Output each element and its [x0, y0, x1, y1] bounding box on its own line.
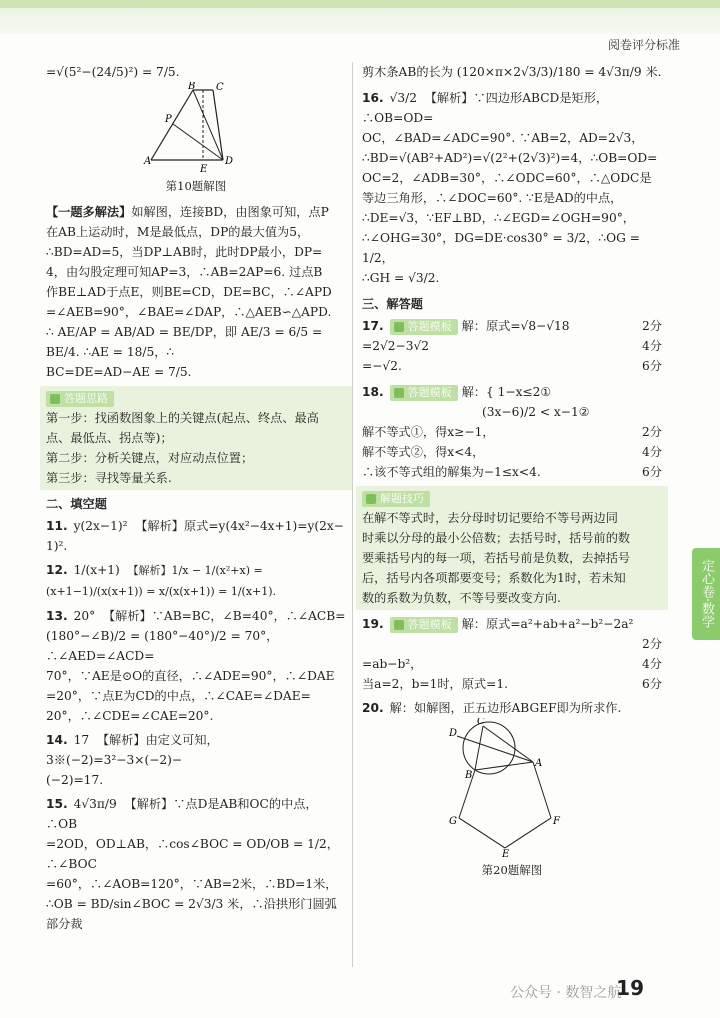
- multi-solution-line-4: 4，由勾股定理可知AP=3，∴AB=2AP=6. 过点B: [46, 265, 323, 279]
- answer-tips-box: [40, 386, 352, 490]
- svg-text:E: E: [200, 164, 208, 174]
- q18-score-2: 4分: [642, 445, 662, 459]
- q18-solve-1: 解不等式①，得x≥−1，: [362, 425, 495, 439]
- svg-text:A: A: [535, 758, 543, 769]
- skill-line-1: 在解不等式时，去分母时切记要给不等号两边同: [362, 511, 618, 525]
- fig20-caption: 第20题解图: [481, 863, 543, 877]
- q13-analysis: 【解析】∵AB=BC，∠B=40°，∴∠ACB=: [102, 609, 346, 623]
- q14-analysis: 【解析】由定义可知，3※(−2)=3²−3×(−2)−: [46, 733, 219, 767]
- q17-step-2: =2√2−3√2: [362, 339, 429, 353]
- subject-side-tab: 定心卷·数学: [692, 548, 720, 640]
- fig10-svg: [141, 82, 251, 174]
- svg-text:C: C: [216, 82, 224, 93]
- tips-line-3: 第二步：分析关键点，对应动点位置；: [46, 451, 254, 465]
- q19-score-1: 2分: [642, 637, 662, 651]
- q16-line-6: ∴DE=√3，∵EF⊥BD，∴∠EGD=∠OGH=90°，: [362, 211, 635, 225]
- q13-number: 13.: [46, 609, 68, 623]
- fig20-diagram: [447, 718, 577, 858]
- multi-solution-line-7: ∴ AE/AP = AB/AD = BE/DP，即 AE/3 = 6/5 = BE/4. ∴AE = 18/5，∴: [46, 325, 323, 359]
- q17-score-3: 6分: [642, 359, 662, 373]
- q11-number: 11.: [46, 519, 68, 533]
- multi-solution-line-5: 作BE⊥AD于点E，则BE=CD，DE=BC，∴∠APD: [46, 285, 332, 299]
- q19-score-2: 4分: [642, 657, 662, 671]
- q15-analysis: 【解析】∵点D是AB和OC的中点，∴OB: [46, 797, 318, 831]
- q17-line-1: [362, 316, 662, 336]
- svg-text:B: B: [188, 82, 196, 92]
- left-column: [46, 62, 346, 934]
- q16-line-4: OC=2，∠ADB=30°，∴∠ODC=60°，∴△ODC是: [362, 171, 652, 185]
- q17-line-2: [362, 336, 662, 356]
- q10-result-line: =√(5²−(24/5)²) = 7/5.: [46, 65, 180, 79]
- skill-line-5: 数的系数为负数，不等号要改变方向.: [362, 591, 561, 605]
- q19-score-3: 6分: [642, 677, 662, 691]
- fig10-caption: 第10题解图: [165, 179, 227, 193]
- q18-system-1: 解：{ 1−x≤2①: [461, 385, 552, 399]
- q16-answer: √3/2: [389, 91, 417, 105]
- fig20-svg: [447, 718, 577, 858]
- q18-solve-2: 解不等式②，得x<4，: [362, 445, 485, 459]
- q13-answer: 20°: [73, 609, 96, 623]
- skill-line-3: 要乘括号内的每一项，若括号前是负数，去掉括号: [362, 551, 631, 565]
- q11-line-1: [46, 516, 346, 536]
- multi-solution-line-6: =∠AEB=90°，∠BAE=∠DAP，∴△AEB∽△APD.: [46, 305, 332, 319]
- q15-line-2: =2OD，OD⊥AB，∴cos∠BOC = OD/OB = 1/2，∴∠BOC: [46, 837, 339, 871]
- q15-line-3: =60°，∴∠AOB=120°，∵AB=2米，∴BD=1米，: [46, 877, 338, 891]
- q18-line-4: [362, 442, 662, 462]
- q18-line-1: [362, 382, 662, 402]
- q14-answer: 17: [73, 733, 90, 747]
- q12-number: 12.: [46, 563, 68, 577]
- q18-line-5: [362, 462, 662, 482]
- q16-line-3: ∴BD=√(AB²+AD²)=√(2²+(2√3)²)=4，∴OB=OD=: [362, 151, 658, 165]
- q16-line-1: [362, 88, 662, 128]
- q16-line-7: ∴∠OHG=30°，DG=DE·cos30° = 3/2，∴OG = 1/2，: [362, 231, 640, 265]
- q18-line-2: (3x−6)/2 < x−1②: [482, 405, 590, 419]
- q18-score-3: 6分: [642, 465, 662, 479]
- q11-answer: y(2x−1)²: [73, 519, 128, 533]
- q13-line-3: 70°，∵AE是⊙O的直径，∴∠ADE=90°，∴∠DAE: [46, 669, 335, 683]
- skill-line-2: 时乘以分母的最小公倍数；去括号时，括号前的数: [362, 531, 631, 545]
- multi-solution-text: 如解图，连接BD，由图象可知，点P: [131, 205, 329, 219]
- q13-line-5: 20°，∴∠CDE=∠CAE=20°.: [46, 709, 214, 723]
- svg-text:D: D: [225, 156, 234, 167]
- svg-text:B: B: [465, 770, 473, 781]
- q20-text: 解：如解图，正五边形ABGEF即为所求作.: [389, 701, 622, 715]
- tips-line-4: 第三步：寻找等量关系.: [46, 471, 172, 485]
- q14-number: 14.: [46, 733, 68, 747]
- q18-line-3: [362, 422, 662, 442]
- multi-solution-line-2: 在AB上运动时，M是最低点，DP的最大值为5，: [46, 225, 310, 239]
- svg-text:D: D: [449, 728, 458, 739]
- q19-template-badge: 答题模板: [390, 617, 458, 633]
- tips-line-2: 点、最低点、拐点等)；: [46, 431, 173, 445]
- q11-analysis: 【解析】原式=y(4x²−4x+1)=y(2x−: [135, 519, 344, 533]
- q16-analysis: 【解析】∵四边形ABCD是矩形，∴OB=OD=: [362, 91, 609, 125]
- q18-number: 18.: [362, 385, 384, 399]
- q15-answer: 4√3π/9: [73, 797, 117, 811]
- multi-solution-line-8: BC=DE=AD−AE = 7/5.: [46, 365, 192, 379]
- q16-line-5: 等边三角形，∴∠DOC=60°. ∵E是AD的中点，: [362, 191, 623, 205]
- answer-tips-badge: 答题思路: [46, 391, 114, 407]
- q17-step-1: 解：原式=√8−√18: [461, 319, 570, 333]
- right-column: [362, 62, 662, 886]
- multi-solution-line-1: [46, 202, 346, 222]
- svg-text:A: A: [144, 156, 152, 167]
- q20-line: [362, 698, 662, 718]
- q13-line-1: [46, 606, 346, 626]
- skill-line-4: 后，括号内各项都要变号；系数化为1时，若未知: [362, 571, 626, 585]
- q15-line-4: ∴OB = BD/sin∠BOC = 2√3/3 米，∴沿拱形门圆弧部分裁: [46, 897, 337, 931]
- section-fill-blank: 二、填空题: [46, 497, 107, 511]
- tips-line-1: 第一步：找函数图象上的关键点(起点、终点、最高: [46, 411, 319, 425]
- q17-template-badge: 答题模板: [390, 319, 458, 335]
- q20-number: 20.: [362, 701, 384, 715]
- q15-number: 15.: [46, 797, 68, 811]
- svg-text:E: E: [502, 849, 510, 858]
- q13-line-2: (180°−∠B)/2 = (180°−40°)/2 = 70°，∴∠AED=∠ACD=: [46, 629, 279, 663]
- page-number: 19: [616, 976, 644, 1000]
- q15-line-1: [46, 794, 346, 834]
- q16-line-8: ∴GH = √3/2.: [362, 271, 440, 285]
- q17-score-1: 2分: [642, 319, 662, 333]
- q18-score-1: 2分: [642, 425, 662, 439]
- svg-text:F: F: [553, 816, 560, 827]
- multi-solution-title: 【一题多解法】: [46, 205, 132, 219]
- q19-step-2: =ab−b²，: [362, 657, 423, 671]
- q17-score-2: 4分: [642, 339, 662, 353]
- solving-tips-badge: 解题技巧: [362, 491, 430, 507]
- q18-solution-set: ∴该不等式组的解集为−1≤x<4.: [362, 465, 541, 479]
- column-divider: [352, 62, 353, 967]
- q17-number: 17.: [362, 319, 384, 333]
- solving-tips-box: [356, 486, 668, 610]
- q12-answer: 1/(x+1): [73, 563, 120, 577]
- multi-solution-line-3: ∴BD=AD=5，当DP⊥AB时，此时DP最小，DP=: [46, 245, 323, 259]
- svg-text:C: C: [477, 718, 485, 727]
- header-stripe: [0, 0, 720, 8]
- q16-number: 16.: [362, 91, 384, 105]
- q19-step-1: 解：原式=a²+ab+a²−b²−2a²: [461, 617, 634, 631]
- q19-step-3: 当a=2，b=1时，原式=1.: [362, 677, 508, 691]
- q19-line-2: [362, 634, 662, 654]
- q19-number: 19.: [362, 617, 384, 631]
- q14-line-2: (−2)=17.: [46, 773, 104, 787]
- q11-line-2: 1)².: [46, 539, 68, 553]
- watermark: 公众号 · 数智之航: [510, 985, 622, 1001]
- q19-line-4: [362, 674, 662, 694]
- q19-line-1: [362, 614, 662, 634]
- fig10-diagram: [141, 82, 251, 174]
- q12-line: [46, 560, 346, 602]
- q18-template-badge: 答题模板: [390, 385, 458, 401]
- q16-line-2: OC，∠BAD=∠ADC=90°. ∵AB=2，AD=2√3，: [362, 131, 644, 145]
- q19-line-3: [362, 654, 662, 674]
- svg-text:G: G: [449, 816, 457, 827]
- q12-analysis: 【解析】1/x − 1/(x²+x) = (x+1−1)/(x(x+1)) = x/(x(x+1)) = 1/(x+1).: [46, 564, 277, 598]
- q15-continuation: 剪木条AB的长为 (120×π×2√3/3)/180 = 4√3π/9 米.: [362, 65, 662, 79]
- svg-text:P: P: [165, 114, 172, 125]
- page-header-title: 阅卷评分标准: [607, 38, 680, 52]
- section-solutions: 三、解答题: [362, 297, 423, 311]
- q17-step-3: =−√2.: [362, 359, 402, 373]
- q14-line-1: [46, 730, 346, 770]
- q17-line-3: [362, 356, 662, 376]
- q13-line-4: =20°，∵点E为CD的中点，∴∠CAE=∠DAE=: [46, 689, 311, 703]
